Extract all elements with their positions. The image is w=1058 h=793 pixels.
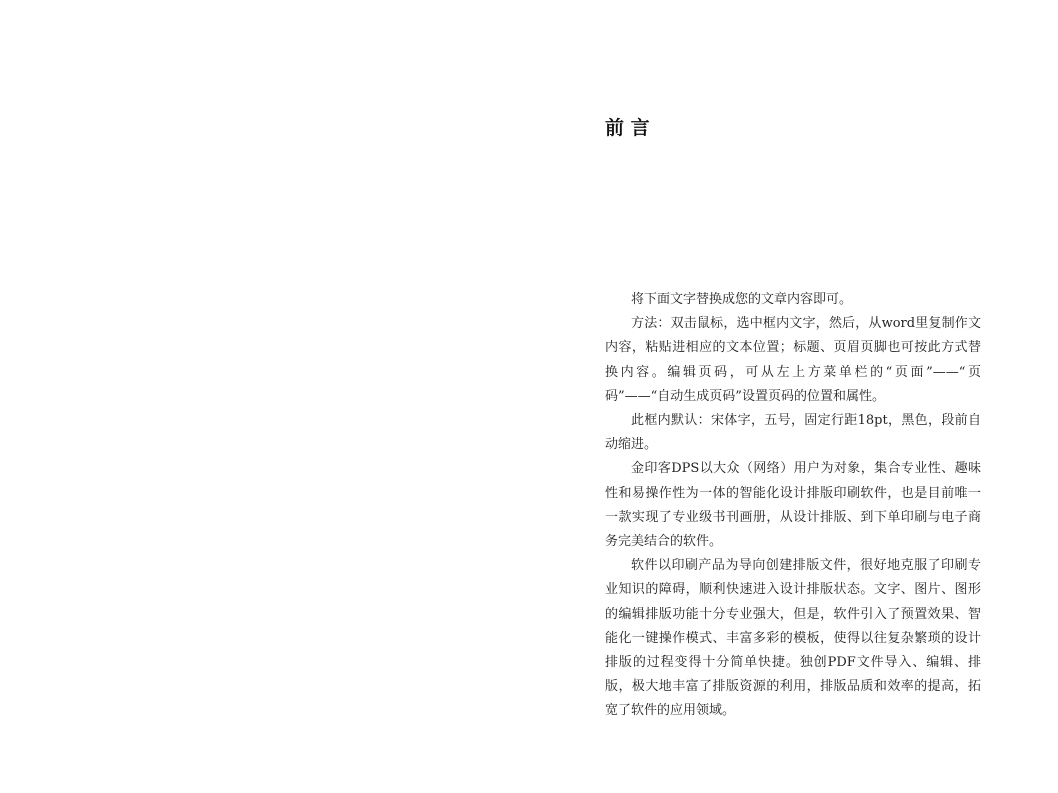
paragraph-2: 方法：双击鼠标，选中框内文字，然后，从word里复制作文内容，粘贴进相应的文本位置；标题、页眉页脚也可按此方式替换内容。编辑页码，可从左上方菜单栏的“页面”——“页码”——“自动生成页码”设置页码的位置和属性。 [605,316,981,404]
paragraph-4: 金印客DPS以大众（网络）用户为对象，集合专业性、趣味性和易操作性为一体的智能化设计排版印刷软件，也是目前唯一一款实现了专业级书刊画册，从设计排版、到下单印刷与电子商务完美结合的软件。 [605,461,981,550]
paragraph-5: 软件以印刷产品为导向创建排版文件，很好地克服了印刷专业知识的障碍，顺利快速进入设计排版状态。文字、图片、图形的编辑排版功能十分专业强大，但是，软件引入了预置效果、智能化一键操作模式、丰富多彩的模板，使得以往复杂繁琐的设计排版的过程变得十分简单快捷。独创PDF文件导入、编辑、排版，极大地丰富了排版资源的利用，排版品质和效率的提高，拓宽了软件的应用领域。 [605,558,981,719]
paragraph-3: 此框内默认：宋体字，五号，固定行距18pt，黑色，段前自动缩进。 [605,413,981,453]
paragraph-1: 将下面文字替换成您的文章内容即可。 [631,292,853,307]
page-heading: 前 言 [605,117,650,139]
text-frame[interactable] [605,288,981,724]
